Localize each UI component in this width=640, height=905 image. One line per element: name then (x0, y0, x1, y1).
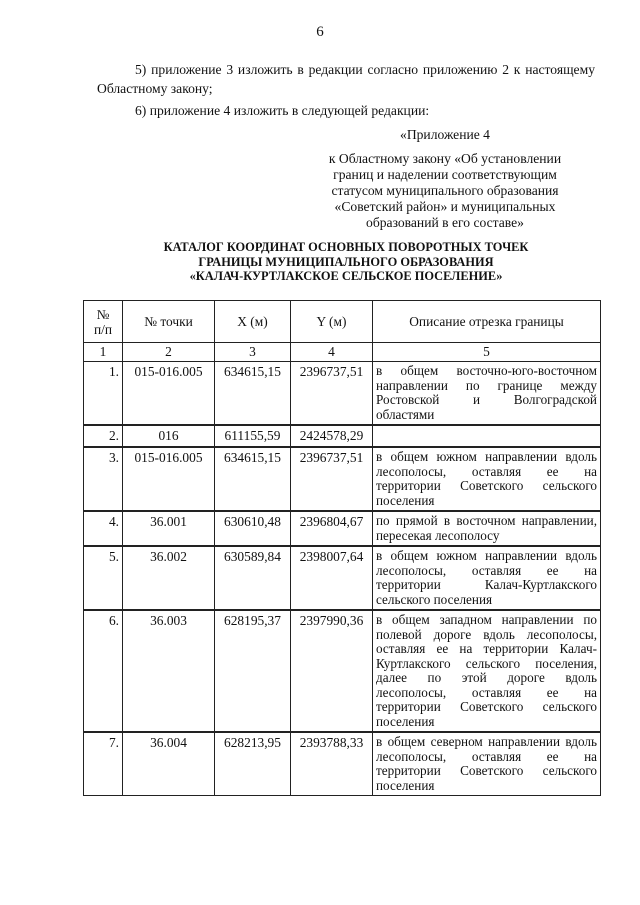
row-number: 5. (84, 547, 123, 610)
catalog-title-line: «КАЛАЧ-КУРТЛАКСКОЕ СЕЛЬСКОЕ ПОСЕЛЕНИЕ» (189, 269, 503, 283)
point-id: 36.004 (123, 733, 215, 796)
segment-description: в общем южном направлении вдоль лесополосы, оставляя ее на территории Калач-Куртлакского сельского поселения (373, 547, 601, 610)
row-number: 1. (84, 362, 123, 425)
point-id: 015-016.005 (123, 448, 215, 511)
paragraph-text: 6) приложение 4 изложить в следующей редакции: (135, 103, 430, 118)
appendix-header (300, 151, 590, 231)
table-header-row (84, 301, 601, 343)
y-coordinate: 2398007,64 (291, 547, 373, 610)
table-row (84, 362, 601, 425)
y-coordinate: 2393788,33 (291, 733, 373, 796)
column-number: 5 (373, 343, 601, 362)
appendix-label: «Приложение 4 (400, 127, 490, 142)
paragraph-text: 5) приложение 3 изложить в редакции согласно приложению 2 к настоящему Областному закону; (97, 62, 595, 96)
row-number: 2. (84, 426, 123, 447)
catalog-title-line: КАТАЛОГ КООРДИНАТ ОСНОВНЫХ ПОВОРОТНЫХ ТОЧЕК (163, 240, 529, 254)
table-row (84, 448, 601, 511)
x-coordinate: 611155,59 (215, 426, 291, 447)
appendix-header-line: границ и наделении соответствующим (333, 167, 557, 182)
x-coordinate: 630610,48 (215, 512, 291, 546)
y-coordinate: 2396804,67 (291, 512, 373, 546)
segment-description: в общем северном направлении вдоль лесополосы, оставляя ее на территории Советского сельского поселения (373, 733, 601, 796)
y-coordinate: 2396737,51 (291, 448, 373, 511)
page-number: 6 (316, 24, 324, 40)
row-number: 6. (84, 611, 123, 732)
header-description: Описание отрезка границы (373, 301, 601, 343)
appendix-header-line: «Советский район» и муниципальных (334, 199, 556, 214)
segment-description: в общем восточно-юго-восточном направлении по границе между Ростовской и Волгоградской областями (373, 362, 601, 425)
point-id: 36.001 (123, 512, 215, 546)
x-coordinate: 628195,37 (215, 611, 291, 732)
table-row (84, 733, 601, 796)
point-id: 36.002 (123, 547, 215, 610)
header-y: Y (м) (291, 301, 373, 343)
y-coordinate: 2397990,36 (291, 611, 373, 732)
segment-description: в общем западном направлении по полевой дороге вдоль лесополосы, оставляя ее на территории Калач-Куртлакского сельского поселения, далее по этой дороге вдоль лесополосы, оставляя ее на территории Советского сельского поселения (373, 611, 601, 732)
table-row (84, 547, 601, 610)
catalog-title-line: ГРАНИЦЫ МУНИЦИПАЛЬНОГО ОБРАЗОВАНИЯ (198, 254, 494, 269)
y-coordinate: 2424578,29 (291, 426, 373, 447)
column-number: 2 (123, 343, 215, 362)
segment-description: в общем южном направлении вдоль лесополосы, оставляя ее на территории Советского сельского поселения (373, 448, 601, 511)
segment-description (373, 426, 601, 447)
header-x: X (м) (215, 301, 291, 343)
x-coordinate: 630589,84 (215, 547, 291, 610)
point-id: 36.003 (123, 611, 215, 732)
paragraph-item-6 (97, 101, 595, 120)
column-number: 4 (291, 343, 373, 362)
row-number: 4. (84, 512, 123, 546)
table-row (84, 426, 601, 447)
table-row (84, 611, 601, 732)
paragraph-item-5 (97, 60, 595, 98)
y-coordinate: 2396737,51 (291, 362, 373, 425)
table-row (84, 512, 601, 546)
column-number-row (84, 343, 601, 362)
header-number: № п/п (84, 301, 123, 343)
row-number: 7. (84, 733, 123, 796)
x-coordinate: 628213,95 (215, 733, 291, 796)
appendix-header-line: к Областному закону «Об установлении (328, 151, 562, 166)
catalog-title (97, 240, 595, 284)
point-id: 016 (123, 426, 215, 447)
point-id: 015-016.005 (123, 362, 215, 425)
row-number: 3. (84, 448, 123, 511)
header-point: № точки (123, 301, 215, 343)
appendix-header-line: статусом муниципального образования (331, 183, 559, 198)
coordinates-table (83, 300, 601, 796)
appendix-header-line: образований в его составе» (366, 215, 524, 230)
x-coordinate: 634615,15 (215, 362, 291, 425)
segment-description: по прямой в восточном направлении, пересекая лесополосу (373, 512, 601, 546)
x-coordinate: 634615,15 (215, 448, 291, 511)
column-number: 3 (215, 343, 291, 362)
column-number: 1 (84, 343, 123, 362)
